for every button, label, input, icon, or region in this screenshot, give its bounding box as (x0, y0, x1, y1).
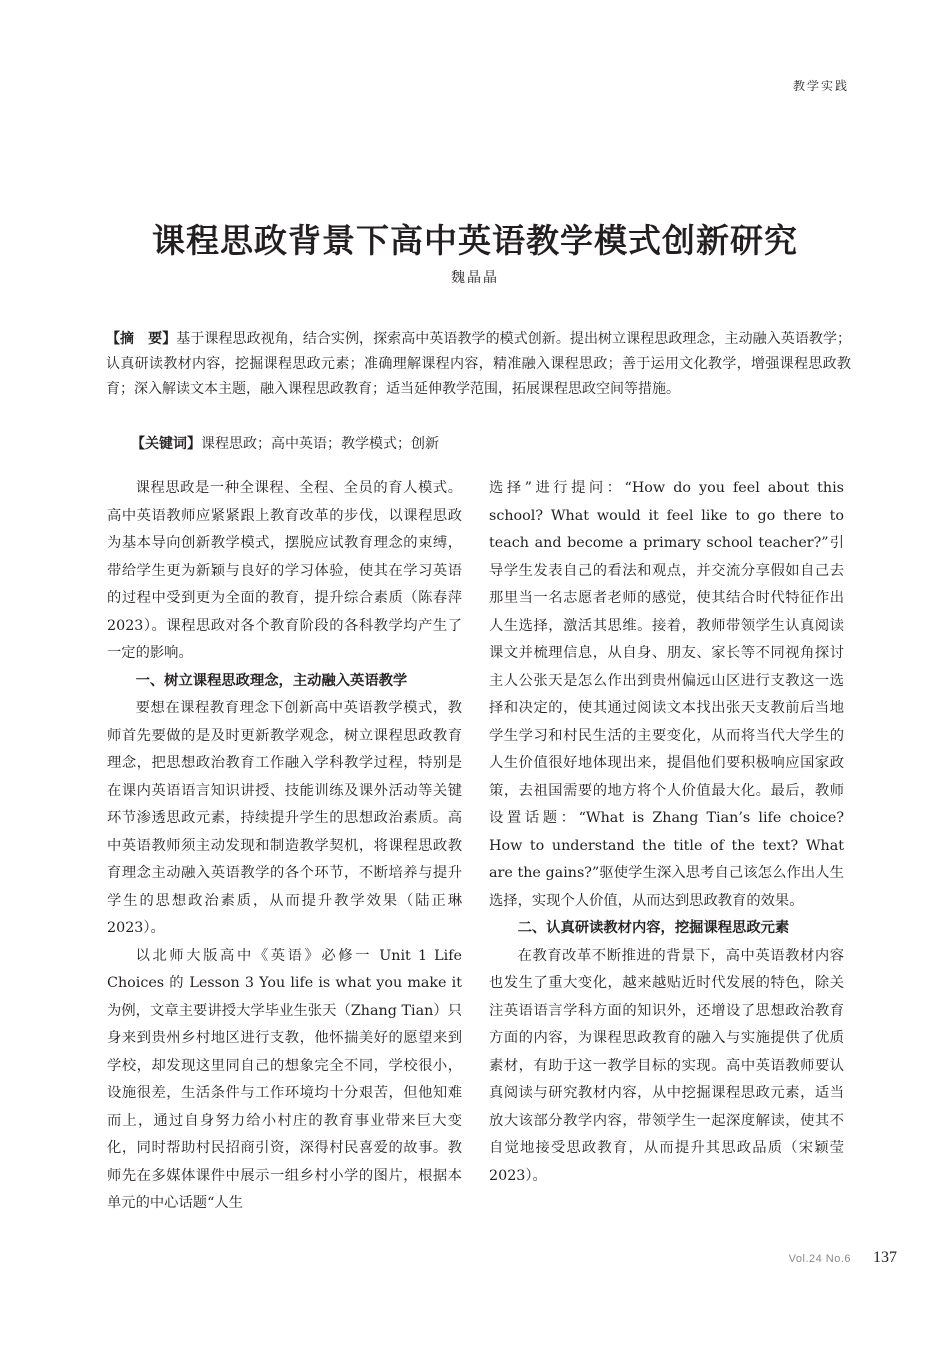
abstract (106, 327, 851, 402)
abstract-label: 【摘 要】 (106, 331, 177, 347)
right-column (489, 475, 844, 1190)
paragraph: 要想在课程教育理念下创新高中英语教学模式，教师首先要做的是及时更新教学观念，树立课程思政教育理念，把思想政治教育工作融入学科教学过程，特别是在课内英语语言知识讲授、技能训练及课外活动等关键环节渗透思政元素，持续提升学生的思想政治素质。高中英语教师须主动发现和制造教学契机，将课程思政教育理念主动融入英语教学的各个环节，不断培养与提升学生的思想政治素质，从而提升教学效果（陆正琳 2023）。 (107, 700, 462, 936)
abstract-text: 基于课程思政视角，结合实例，探索高中英语教学的模式创新。提出树立课程思政理念，主动融入英语教学；认真研读教材内容，挖掘课程思政元素；准确理解课程内容，精准融入课程思政；善于运用文化教学，增强课程思政教育；深入解读文本主题，融入课程思政教育；适当延伸教学范围，拓展课程思政空间等措施。 (106, 331, 852, 397)
article-author: 魏晶晶 (451, 270, 499, 286)
left-column (107, 475, 462, 1218)
paragraph: 以北师大版高中《英语》必修一 Unit 1 Life Choices 的 Lesson 3 You life is what you make it 为例，文章主要讲授大学毕业生张天（Zhang Tian）只身来到贵州乡村地区进行支教，他怀揣美好的愿望来到学校，却发现这里同自己的想象完全不同，学校很小，设施很差，生活条件与工作环境均十分艰苦，但他知难而上，通过自身努力给小村庄的教育事业带来巨大变化，同时帮助村民招商引资，深得村民喜爱的故事。教师先在多媒体课件中展示一组乡村小学的图片，根据本单元的中心话题“人生 (107, 947, 462, 1211)
article-title: 课程思政背景下高中英语教学模式创新研究 (152, 221, 798, 260)
issue-info: Vol.24 No.6 (788, 1253, 851, 1265)
keywords-text: 课程思政；高中英语；教学模式；创新 (201, 436, 439, 452)
paragraph-continued: 选择”进行提问：“How do you feel about this school? What would it feel like to go there to teach and become a primary school teacher?”引导学生发表自己的看法和观点，并交流分享假如自己去那里当一名志愿者老师的感觉，使其结合时代特征作出人生选择，激活其思维。接着，教师带领学生认真阅读课文并梳理信息，从自身、朋友、家长等不同视角探讨主人公张天是怎么作出到贵州偏远山区进行支教这一选择和决定的，使其通过阅读文本找出张天支教前后当地学生学习和村民生活的主要变化，从而将当代大学生的人生价值很好地体现出来，提倡他们要积极响应国家政策，去祖国需要的地方将个人价值最大化。最后，教师设置话题：“What is Zhang Tian’s life choice? How to understand the title of the text? What are the gains?”驱使学生深入思考自己该怎么作出人生选择，实现个人价值，从而达到思政教育的效果。 (489, 480, 844, 909)
section-heading-2: 二、认真研读教材内容，挖掘课程思政元素 (517, 920, 790, 936)
keywords-label: 【关键词】 (131, 436, 201, 452)
section-heading-1: 一、树立课程思政理念，主动融入英语教学 (135, 672, 408, 689)
paragraph: 在教育改革不断推进的背景下，高中英语教材内容也发生了重大变化，越来越贴近时代发展的特色，除关注英语语言学科方面的知识外，还增设了思想政治教育方面的内容，为课程思政教育的融入与实施提供了优质素材，有助于这一教学目标的实现。高中英语教师要认真阅读与研究教材内容，从中挖掘课程思政元素，适当放大该部分教学内容，带领学生一起深度解读，使其不自觉地接受思政教育，从而提升其思政品质（宋颖莹 2023）。 (489, 947, 844, 1184)
paragraph: 课程思政是一种全课程、全程、全员的育人模式。高中英语教师应紧紧跟上教育改革的步伐，以课程思政为基本导向创新教学模式，摆脱应试教育理念的束缚，带给学生更为新颖与良好的学习体验，使其在学习英语的过程中受到更为全面的教育，提升综合素质（陈春萍 2023）。课程思政对各个教育阶段的各科教学均产生了一定的影响。 (107, 480, 462, 661)
section-tag: 教学实践 (792, 79, 849, 93)
page-number: 137 (873, 1249, 897, 1266)
keywords (131, 433, 851, 455)
